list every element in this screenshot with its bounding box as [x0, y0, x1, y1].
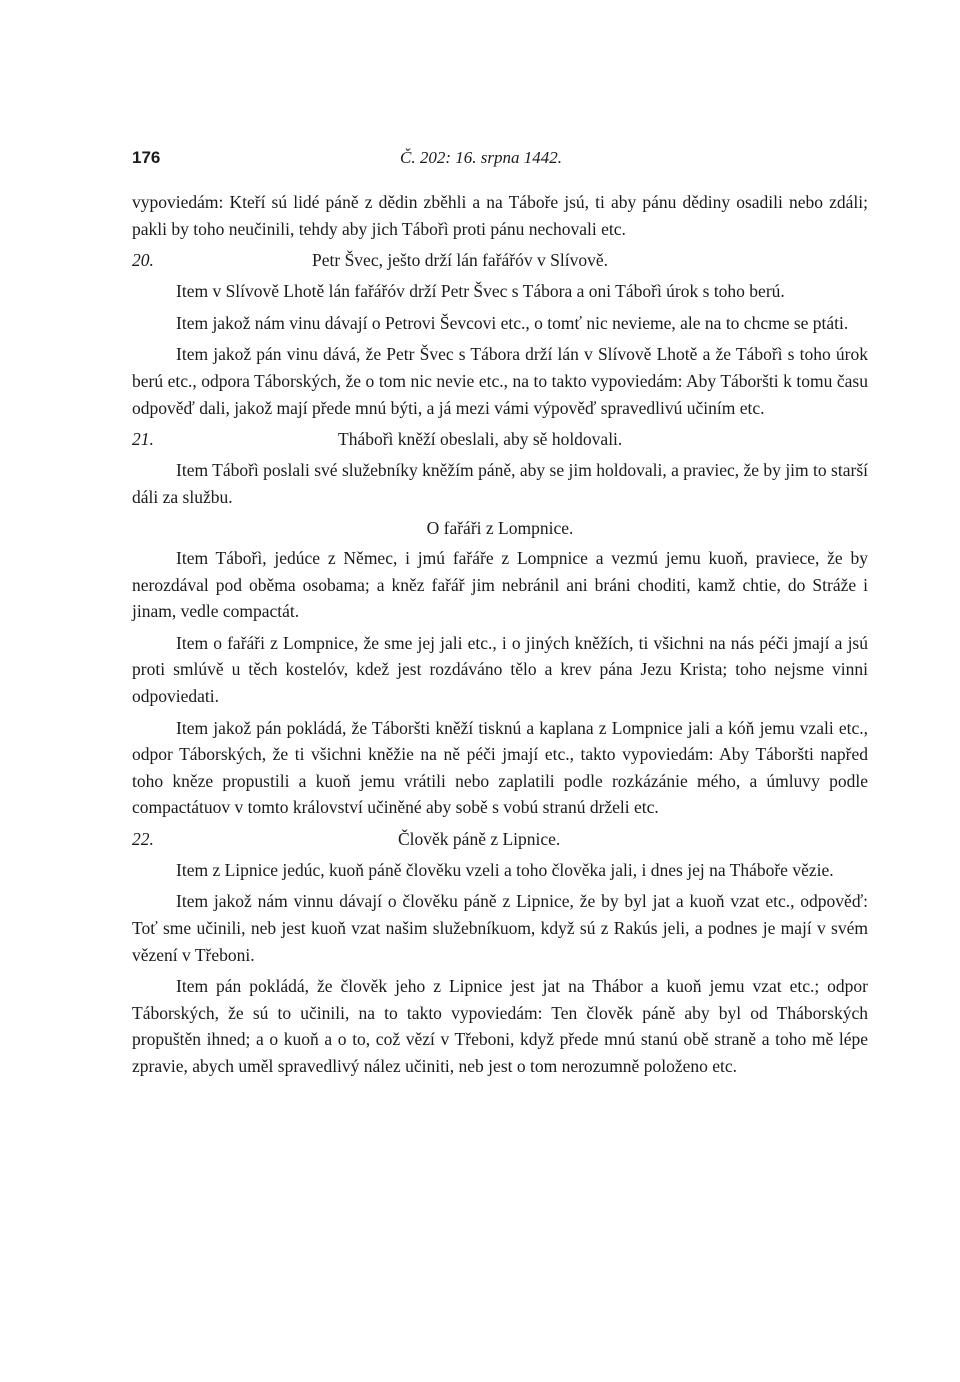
paragraph: Item o fařáři z Lompnice, že sme jej jali etc., i o jiných kněžích, ti všichni na nás péči jmají a jsú proti smlúvě u těch kostelóv, kdež jest rozdáváno tělo a krev pána Jezu Krista; toho nejsme vinni odpoviedati. [132, 632, 868, 706]
paragraph: Item jakož nám vinu dávají o Petrovi Ševcovi etc., o tomť nic nevieme, ale na to chcme se ptáti. [176, 312, 849, 333]
page-body [132, 145, 868, 1085]
section-number: 20. [132, 250, 154, 271]
section-title: Thábořì kněží obeslali, aby sě holdovali. [338, 429, 623, 450]
page-number: 176 [132, 148, 161, 167]
paragraph: Item Tábořì poslali své služebníky kněžím páně, aby se jim holdovali, a praviec, že by jim to starší dáli za službu. [132, 460, 868, 507]
paragraph: Item jakož pán vinu dává, že Petr Švec s Tábora drží lán v Slívově Lhotě a že Tábořì s toho úrok berú etc., odpora Táborských, že o tom nic nevie etc., na to takto vypoviedám: Aby Táboršti k tomu času odpověď dali, jakož mají přede mnú býti, a já mezi vámi výpověď spravedlivú učiním etc. [132, 344, 868, 418]
section-heading-21 [132, 426, 868, 453]
paragraph-continued: vypoviedám: Kteří sú lidé páně z dědin zběhli a na Táboře jsú, ti aby pánu dědiny osadili nebo zdáli; pakli by toho neučinili, tehdy aby jich Tábořì proti pánu nechovali etc. [132, 192, 868, 239]
section-number: 21. [132, 429, 154, 450]
section-title: Petr Švec, ješto drží lán fařářóv v Slívově. [312, 250, 608, 271]
paragraph: Item pán pokládá, že člověk jeho z Lipnice jest jat na Thábor a kuoň jemu vzat etc.; odpor Táborských, že sú to učinili, na to takto vypoviedám: Ten člověk páně aby byl od Tháborských propuštěn ihned; a o kuoň a o to, což vězí v Třeboni, když přede mnú stanú obě straně a toho mě lépe zpravie, abych uměl spravedlivý nález učiniti, neb jest o tom nerozumně položeno etc. [132, 976, 868, 1077]
paragraph: Item jakož pán pokládá, že Táboršti kněží tisknú a kaplana z Lompnice jali a kóň jemu vzali etc., odpor Táborských, že ti všichni kněžie na ně péči jmají etc., takto vypoviedám: Aby Táboršti napřed toho kněze propustili a kuoň jemu vrátili nebo zaplatili podle rozkázánie mého, a úmluvy podle compactátuov v tomto království učiněné aby sobě s vobú stranú drželi etc. [132, 717, 868, 818]
section-heading-20 [132, 247, 868, 274]
paragraph: Item v Slívově Lhotě lán fařářóv drží Petr Švec s Tábora a oni Tábořì úrok s toho berú. [176, 281, 785, 302]
running-title: Č. 202: 16. srpna 1442. [400, 148, 562, 167]
paragraph: Item Tábořì, jedúce z Němec, i jmú fařáře z Lompnice a vezmú jemu kuoň, praviece, že by nerozdával pod oběma osobama; a kněz fařář jim nebránil ani bráni choditi, kamž chtie, do Stráže i jinam, vedle compactát. [132, 547, 868, 622]
paragraph: Item z Lipnice jedúc, kuoň páně člověku vzeli a toho člověka jali, i dnes jej na Tháboře vězie. [176, 859, 834, 880]
section-number: 22. [132, 828, 154, 849]
subheading: O fařáři z Lompnice. [426, 518, 574, 539]
section-heading-22 [132, 826, 868, 853]
paragraph: Item jakož nám vinnu dávají o člověku páně z Lipnice, že by byl jat a kuoň vzat etc., odpověď: Toť sme učinili, neb jest kuoň vzat našim služebníkuom, když sú z Rakús jeli, a podnes je mají v svém vězení v Třeboni. [132, 891, 868, 965]
running-head [132, 145, 868, 175]
section-title: Člověk páně z Lipnice. [398, 828, 561, 849]
